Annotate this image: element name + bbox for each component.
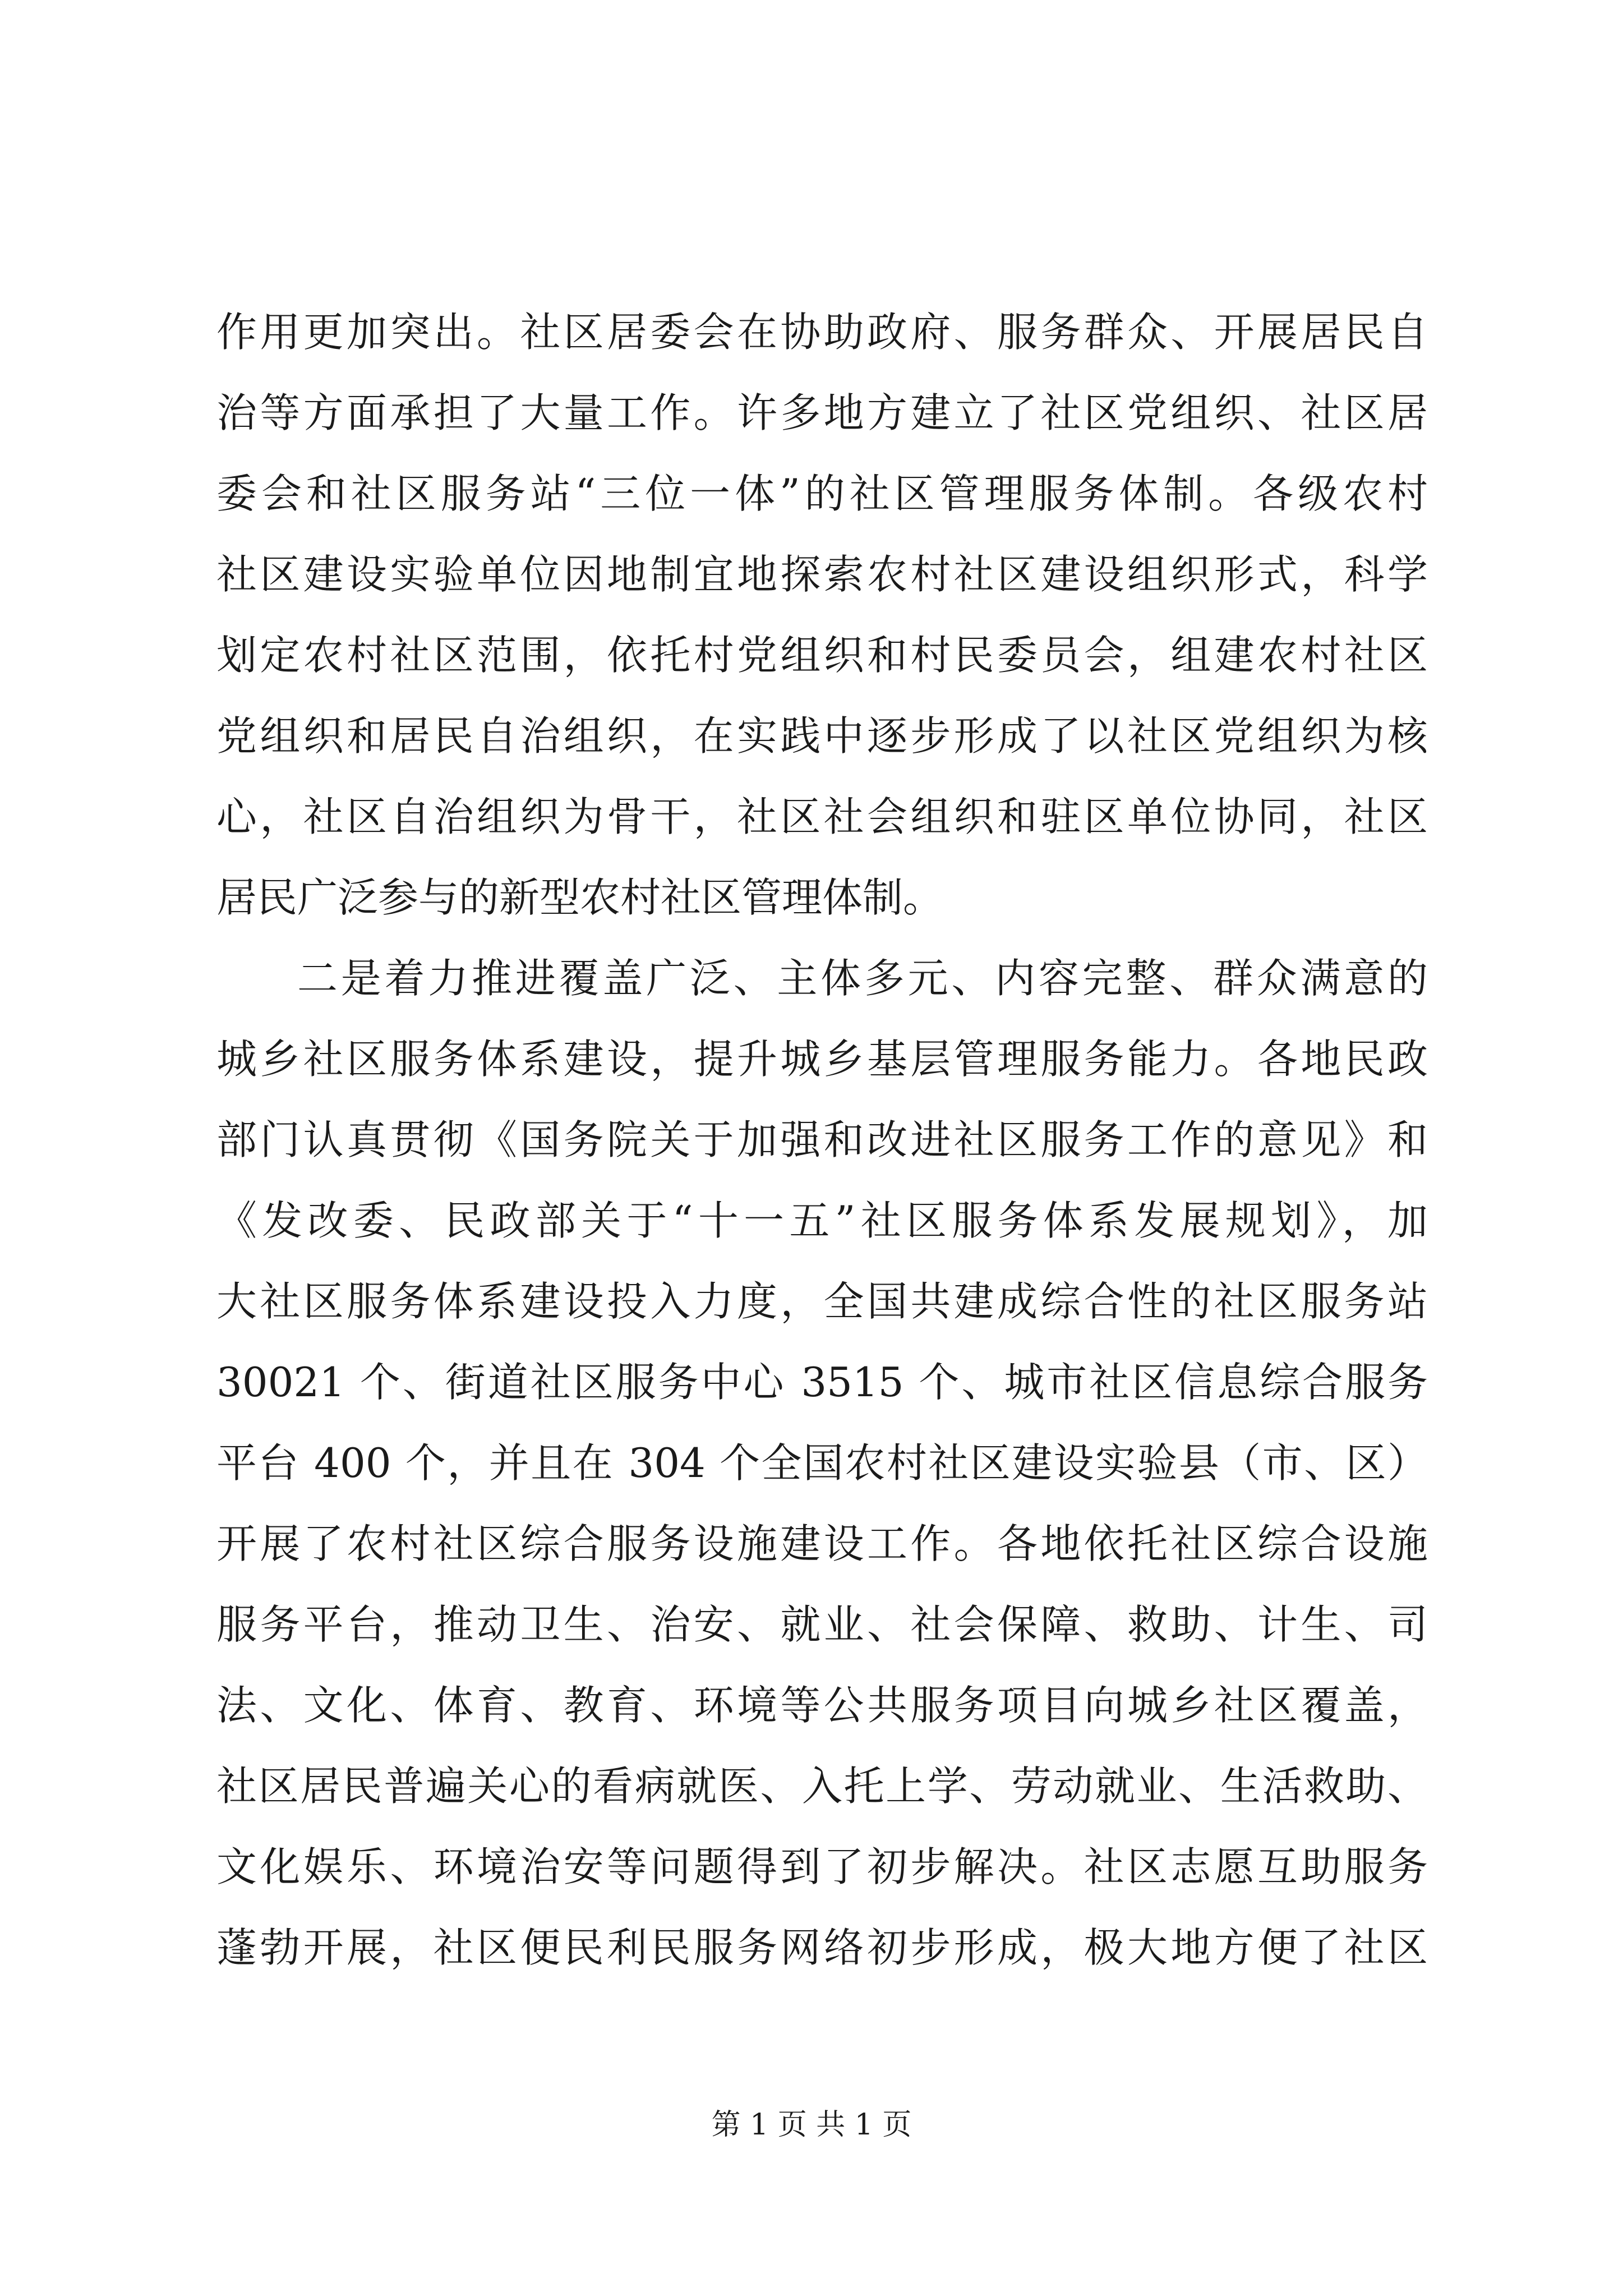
body-text: [216, 292, 1428, 1988]
text-line: 治等方面承担了大量工作。许多地方建立了社区党组织、社区居: [216, 389, 1428, 436]
text-line: 部门认真贯彻《国务院关于加强和改进社区服务工作的意见》和: [216, 1116, 1428, 1163]
text-line: 开展了农村社区综合服务设施建设工作。各地依托社区综合设施: [216, 1520, 1428, 1567]
text-line: 社区居民普遍关心的看病就医、入托上学、劳动就业、生活救助、: [216, 1763, 1428, 1810]
text-line: 作用更加突出。社区居委会在协助政府、服务群众、开展居民自: [216, 309, 1428, 356]
page-number-footer: 第 1 页 共 1 页: [711, 2108, 912, 2142]
text-line: 文化娱乐、环境治安等问题得到了初步解决。社区志愿互助服务: [216, 1843, 1428, 1890]
text-line: 法、文化、体育、教育、环境等公共服务项目向城乡社区覆盖，: [216, 1682, 1428, 1729]
text-line: 党组织和居民自治组织，在实践中逐步形成了以社区党组织为核: [216, 712, 1428, 760]
text-line: 蓬勃开展，社区便民利民服务网络初步形成，极大地方便了社区: [216, 1924, 1428, 1971]
text-line: 社区建设实验单位因地制宜地探索农村社区建设组织形式，科学: [216, 551, 1428, 598]
text-line: 居民广泛参与的新型农村社区管理体制。: [216, 874, 944, 921]
text-line: 服务平台，推动卫生、治安、就业、社会保障、救助、计生、司: [216, 1601, 1428, 1648]
text-line: 30021 个、街道社区服务中心 3515 个、城市社区信息综合服务: [216, 1359, 1428, 1406]
text-line: 大社区服务体系建设投入力度，全国共建成综合性的社区服务站: [216, 1278, 1428, 1325]
text-line: 委会和社区服务站“三位一体”的社区管理服务体制。各级农村: [216, 470, 1428, 517]
text-line: 《发改委、民政部关于“十一五”社区服务体系发展规划》，加: [216, 1197, 1428, 1244]
text-line: 城乡社区服务体系建设，提升城乡基层管理服务能力。各地民政: [216, 1036, 1428, 1083]
text-line: 心，社区自治组织为骨干，社区社会组织和驻区单位协同，社区: [216, 793, 1428, 840]
paragraph-first-line: 二是着力推进覆盖广泛、主体多元、内容完整、群众满意的: [297, 955, 1428, 1002]
text-line: 划定农村社区范围，依托村党组织和村民委员会，组建农村社区: [216, 632, 1428, 679]
text-line: 平台 400 个，并且在 304 个全国农村社区建设实验县（市、区）: [216, 1439, 1428, 1487]
